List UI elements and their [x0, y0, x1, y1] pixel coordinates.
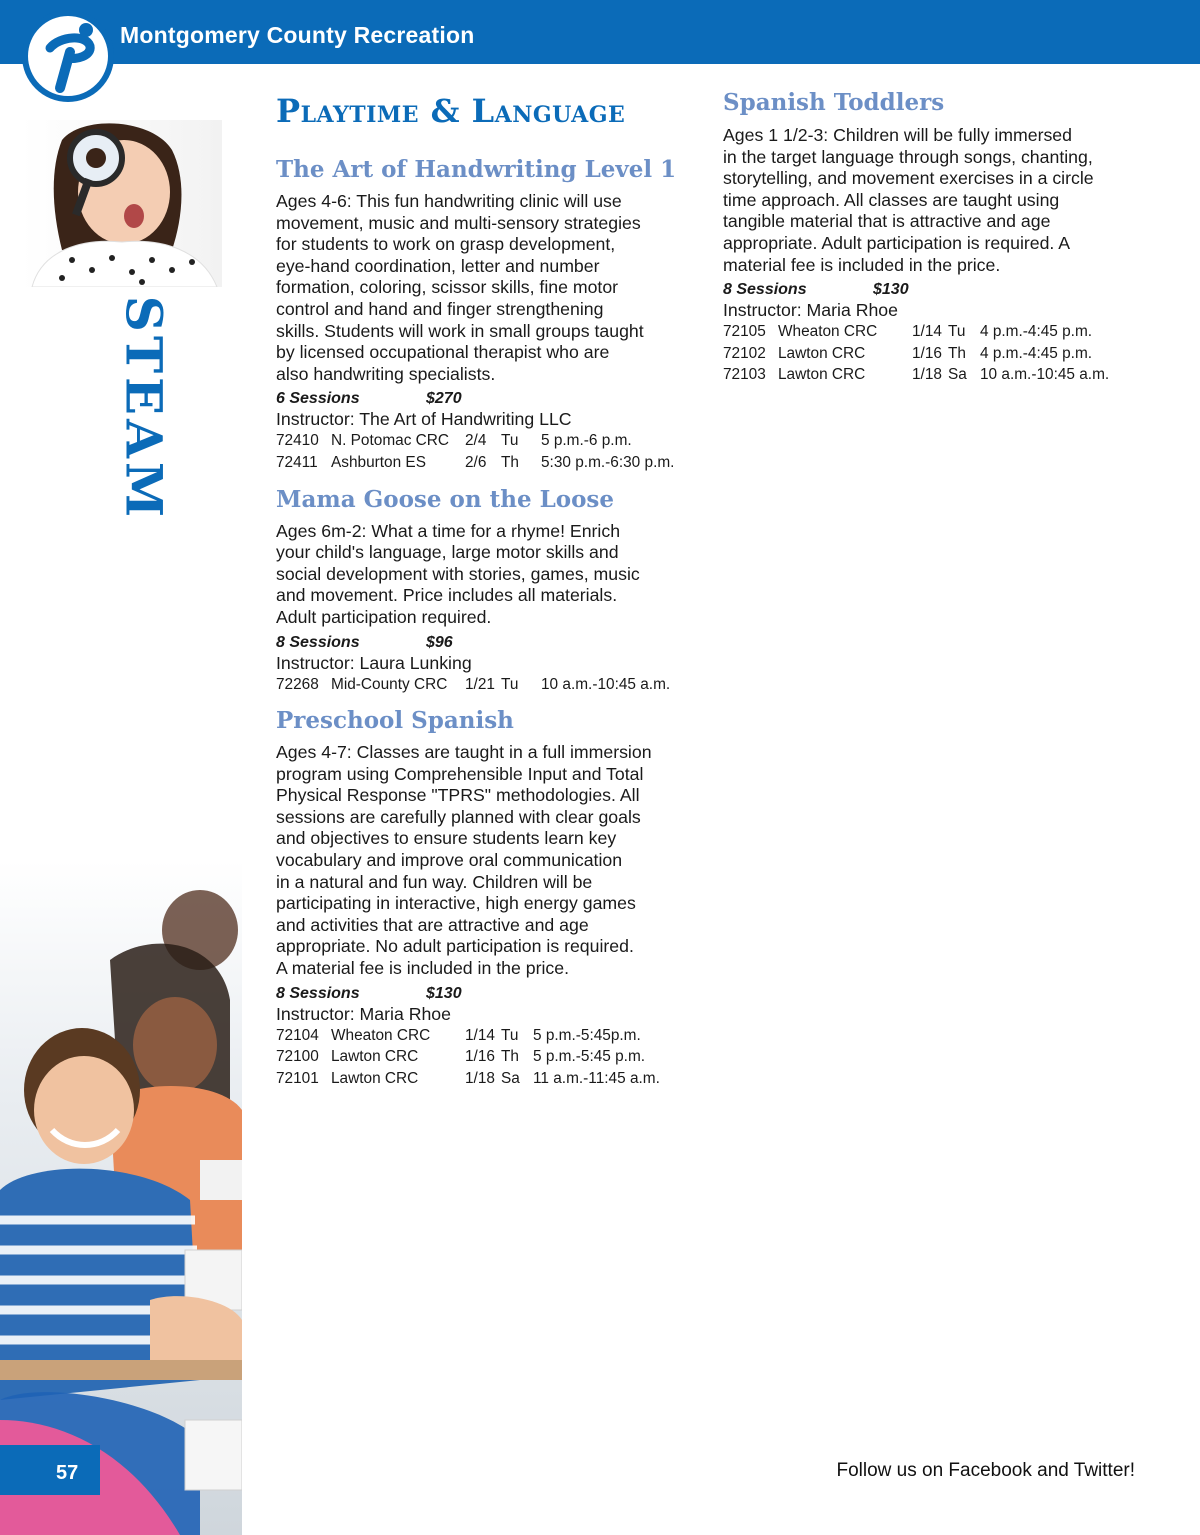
day: Th	[501, 1048, 519, 1066]
rec-logo-icon	[20, 8, 116, 104]
start-date: 1/18	[465, 1069, 495, 1087]
instructor: Instructor: Maria Rhoe	[276, 1003, 451, 1024]
start-date: 1/16	[912, 344, 942, 362]
description-line: Ages 1 1/2-3: Children will be fully immersed	[723, 125, 1072, 145]
description-line: appropriate. No adult participation is required.	[276, 936, 634, 957]
course-block	[276, 706, 696, 1089]
course-price: $270	[426, 390, 462, 408]
description-line: tangible material that is attractive and age	[723, 211, 1051, 232]
course-description	[276, 521, 696, 629]
instructor: Instructor: The Art of Handwriting LLC	[276, 409, 572, 430]
course-price: $96	[426, 633, 453, 651]
left-column	[276, 88, 696, 1089]
course-title: Spanish Toddlers	[723, 89, 945, 116]
course-title: The Art of Handwriting Level 1	[276, 156, 677, 183]
description-line: Adult participation required.	[276, 606, 492, 627]
description-line: participating in interactive, high energy games	[276, 893, 636, 914]
description-line: eye-hand coordination, letter and number	[276, 255, 600, 276]
course-block	[276, 485, 696, 696]
activity-code: 72101	[276, 1069, 319, 1087]
location: Lawton CRC	[331, 1048, 419, 1066]
description-line: also handwriting specialists.	[276, 363, 496, 384]
course-block	[723, 88, 1163, 386]
description-line: appropriate. Adult participation is required. A	[723, 232, 1071, 253]
description-line: Ages 4-7: Classes are taught in a full immersion	[276, 742, 652, 763]
location: Ashburton ES	[331, 453, 426, 471]
location: Lawton CRC	[331, 1069, 419, 1087]
activity-code: 72103	[723, 366, 766, 384]
start-date: 1/14	[912, 323, 942, 341]
sessions-price	[723, 279, 1163, 300]
instructor: Instructor: Maria Rhoe	[723, 300, 898, 321]
sessions-price	[276, 983, 696, 1004]
schedule-row	[276, 1025, 696, 1047]
description-line: movement, music and multi-sensory strategies	[276, 212, 641, 233]
category-label-text: STEAM	[114, 295, 174, 521]
session-count: 8 Sessions	[276, 984, 360, 1002]
description-line: sessions are carefully planned with clear goals	[276, 806, 641, 827]
description-line: formation, coloring, scissor skills, fine motor	[276, 277, 619, 298]
activity-code: 72104	[276, 1026, 319, 1044]
description-line: program using Comprehensible Input and Total	[276, 763, 644, 784]
schedule-row	[723, 364, 1163, 386]
day: Tu	[948, 323, 966, 341]
description-line: in a natural and fun way. Children will be	[276, 871, 593, 892]
header-title: Montgomery County Recreation	[120, 22, 475, 48]
description-line: for students to work on grasp development,	[276, 234, 616, 255]
location: Lawton CRC	[778, 366, 866, 384]
time: 4 p.m.-4:45 p.m.	[980, 344, 1093, 362]
schedule-row	[276, 452, 696, 474]
description-line: Physical Response "TPRS" methodologies. All	[276, 785, 640, 806]
day: Sa	[501, 1069, 520, 1087]
activity-code: 72411	[276, 453, 318, 471]
day: Tu	[501, 675, 519, 693]
description-line: Ages 4-6: This fun handwriting clinic will use	[276, 191, 622, 211]
children-at-computers-photo	[0, 860, 242, 1535]
girl-with-magnifier-photo	[22, 120, 222, 287]
activity-code: 72102	[723, 344, 766, 362]
description-line: and activities that are attractive and age	[276, 914, 589, 935]
schedule-row	[276, 430, 696, 452]
category-label	[114, 295, 174, 521]
session-count: 6 Sessions	[276, 390, 360, 408]
description-line: your child's language, large motor skills and	[276, 542, 619, 563]
time: 5 p.m.-5:45p.m.	[533, 1026, 641, 1044]
course-block	[276, 155, 696, 474]
location: Wheaton CRC	[331, 1026, 431, 1044]
time: 10 a.m.-10:45 a.m.	[541, 675, 671, 693]
instructor: Instructor: Laura Lunking	[276, 652, 472, 673]
start-date: 2/4	[465, 432, 487, 450]
description-line: and movement. Price includes all materials.	[276, 585, 618, 606]
header-bar	[0, 0, 1200, 64]
description-line: vocabulary and improve oral communication	[276, 850, 623, 871]
right-column	[723, 88, 1163, 386]
time: 5:30 p.m.-6:30 p.m.	[541, 453, 675, 471]
start-date: 1/16	[465, 1048, 495, 1066]
course-description	[276, 742, 696, 980]
description-line: and objectives to ensure students learn key	[276, 828, 617, 849]
description-line: in the target language through songs, chanting,	[723, 146, 1093, 167]
course-title: Preschool Spanish	[276, 707, 514, 735]
day: Th	[948, 344, 966, 362]
description-line: material fee is included in the price.	[723, 254, 1001, 275]
activity-code: 72410	[276, 432, 319, 450]
location: Mid-County CRC	[331, 675, 448, 693]
description-line: storytelling, and movement exercises in a circle	[723, 168, 1094, 189]
start-date: 1/14	[465, 1026, 495, 1044]
activity-code: 72268	[276, 675, 319, 693]
schedule-row	[276, 674, 696, 696]
course-title: Mama Goose on the Loose	[276, 485, 615, 513]
start-date: 2/6	[465, 453, 487, 471]
day: Tu	[501, 1026, 519, 1044]
location: Lawton CRC	[778, 344, 866, 362]
course-description	[723, 125, 1163, 276]
activity-code: 72100	[276, 1048, 319, 1066]
day: Tu	[501, 432, 519, 450]
schedule-row	[723, 343, 1163, 365]
course-description	[276, 191, 696, 385]
description-line: A material fee is included in the price.	[276, 958, 569, 979]
day: Sa	[948, 366, 967, 384]
course-price: $130	[426, 984, 462, 1002]
session-count: 8 Sessions	[276, 633, 360, 651]
location: N. Potomac CRC	[331, 432, 450, 450]
description-line: time approach. All classes are taught using	[723, 189, 1060, 210]
start-date: 1/21	[465, 675, 495, 693]
time: 5 p.m.-5:45 p.m.	[533, 1048, 646, 1066]
day: Th	[501, 453, 519, 471]
time: 11 a.m.-11:45 a.m.	[533, 1069, 660, 1087]
section-title: Playtime & Language	[276, 92, 626, 130]
time: 4 p.m.-4:45 p.m.	[980, 323, 1093, 341]
session-count: 8 Sessions	[723, 281, 807, 299]
schedule-row	[723, 321, 1163, 343]
course-price: $130	[873, 281, 909, 299]
description-line: by licensed occupational therapist who are	[276, 342, 610, 363]
time: 5 p.m.-6 p.m.	[541, 432, 632, 450]
activity-code: 72105	[723, 323, 766, 341]
schedule-row	[276, 1068, 696, 1090]
start-date: 1/18	[912, 366, 942, 384]
sessions-price	[276, 388, 696, 409]
description-line: Ages 6m-2: What a time for a rhyme! Enrich	[276, 520, 621, 541]
social-footer-text: Follow us on Facebook and Twitter!	[836, 1460, 1135, 1481]
description-line: control and hand and finger strengthening	[276, 298, 604, 319]
description-line: skills. Students will work in small groups taught	[276, 320, 644, 341]
schedule-row	[276, 1046, 696, 1068]
location: Wheaton CRC	[778, 323, 878, 341]
page-number: 57	[56, 1462, 79, 1484]
time: 10 a.m.-10:45 a.m.	[980, 366, 1110, 384]
sessions-price	[276, 632, 696, 653]
description-line: social development with stories, games, music	[276, 563, 640, 584]
